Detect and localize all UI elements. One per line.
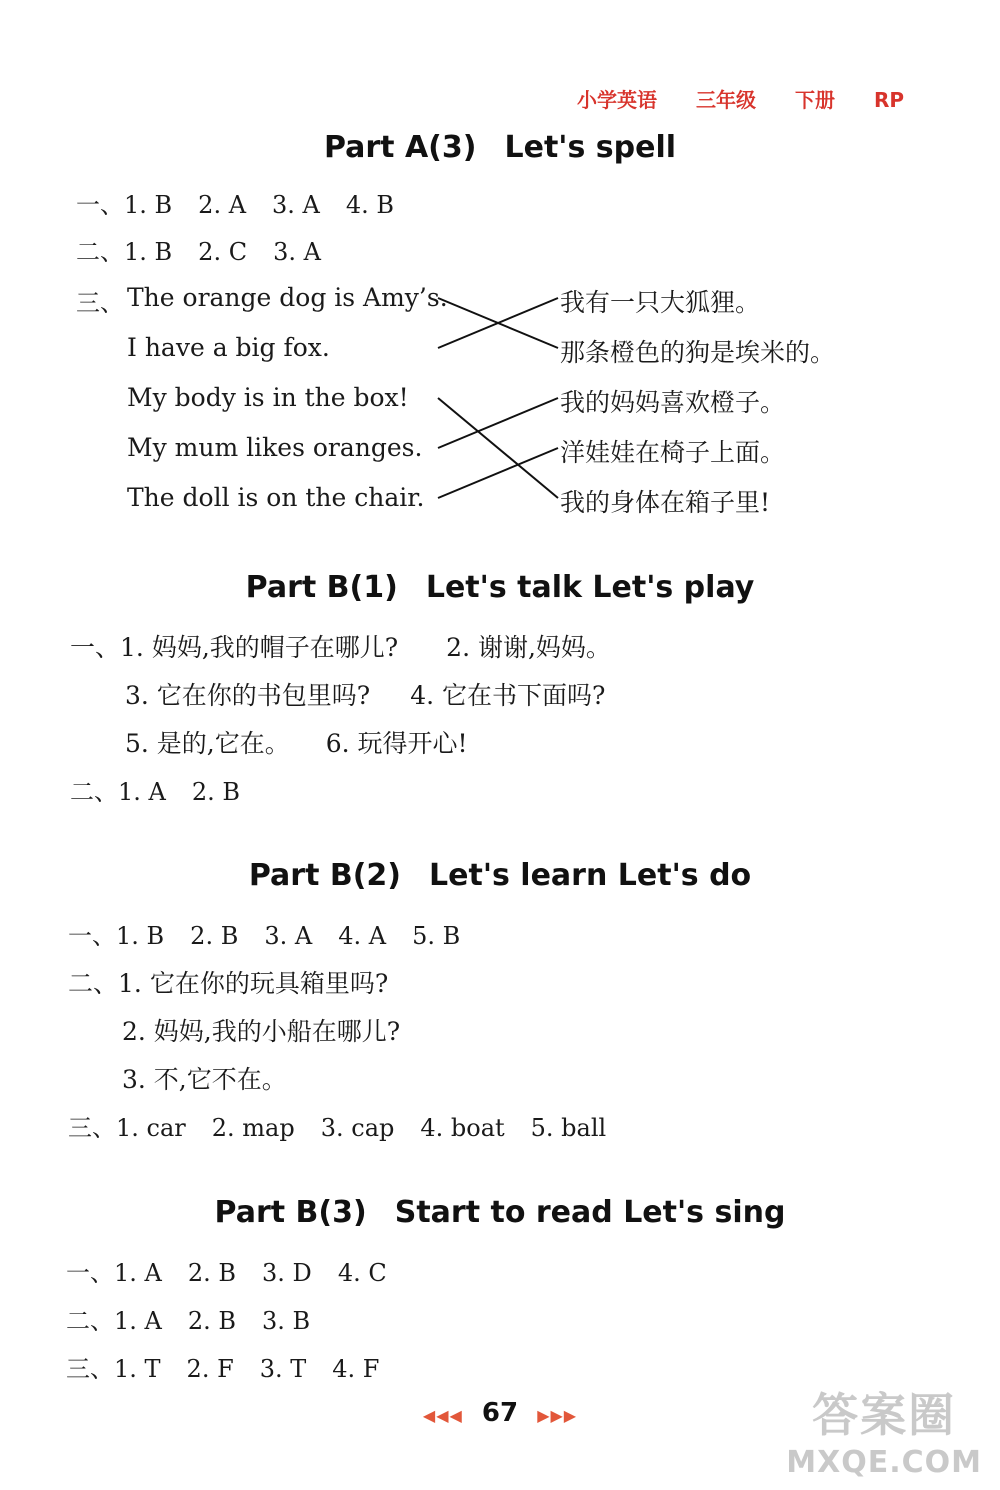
match-left-2: I have a big fox. [127,333,330,362]
match-line [438,448,558,498]
b1-q1-line3: 5. 是的,它在。 6. 玩得开心! [125,729,468,758]
matching-lines [430,280,570,520]
a3-q1: 一、1. B 2. A 3. A 4. B [76,191,395,219]
header-grade: 三年级 [696,88,756,112]
b2-q2-line2: 2. 妈妈,我的小船在哪儿? [122,1017,401,1046]
section-title-b1: Part B(1) Let's talk Let's play [245,570,755,605]
watermark-url: MXQE.COM [786,1445,982,1480]
header-edition: RP [873,88,904,112]
watermark-logo: 答案圈 [812,1388,957,1442]
right-arrows-icon: ▶▶▶ [537,1406,578,1425]
b2-q2-line1: 二、1. 它在你的玩具箱里吗? [68,969,389,998]
b2-q2-line3: 3. 不,它不在。 [122,1065,287,1094]
match-line [438,398,558,448]
b2-q1: 一、1. B 2. B 3. A 4. A 5. B [68,922,461,950]
a3-q2: 二、1. B 2. C 3. A [76,238,321,266]
b1-q2: 二、1. A 2. B [70,778,241,806]
left-arrows-icon: ◀◀◀ [422,1406,463,1425]
b3-q1: 一、1. A 2. B 3. D 4. C [66,1259,387,1287]
match-left-1: The orange dog is Amy’s. [127,283,448,312]
match-left-3: My body is in the box! [127,383,409,412]
b2-q3: 三、1. car 2. map 3. cap 4. boat 5. ball [68,1114,607,1142]
header-volume: 下册 [794,88,835,112]
b1-q1-line1: 一、1. 妈妈,我的帽子在哪儿? 2. 谢谢,妈妈。 [70,633,611,662]
a3-q3-label: 三、 [76,289,124,317]
watermark [786,1379,982,1480]
b3-q3: 三、1. T 2. F 3. T 4. F [66,1355,380,1383]
match-right-3: 我的妈妈喜欢橙子。 [560,388,786,417]
section-title-a3: Part A(3) Let's spell [323,130,677,165]
section-title-b2: Part B(2) Let's learn Let's do [248,858,752,893]
match-line [438,398,558,498]
page-number: 67 [481,1398,519,1428]
match-right-1: 我有一只大狐狸。 [560,288,761,317]
b3-q2: 二、1. A 2. B 3. B [66,1307,311,1335]
page-header [559,84,904,113]
section-title-b3: Part B(3) Start to read Let's sing [214,1195,786,1230]
b1-q1-line2: 3. 它在你的书包里吗? 4. 它在书下面吗? [125,681,606,710]
match-right-2: 那条橙色的狗是埃米的。 [560,338,836,367]
match-right-5: 我的身体在箱子里! [560,488,771,517]
match-right-4: 洋娃娃在椅子上面。 [560,438,786,467]
match-left-5: The doll is on the chair. [127,483,425,512]
match-left-4: My mum likes oranges. [127,433,423,462]
header-subject: 小学英语 [577,88,658,112]
